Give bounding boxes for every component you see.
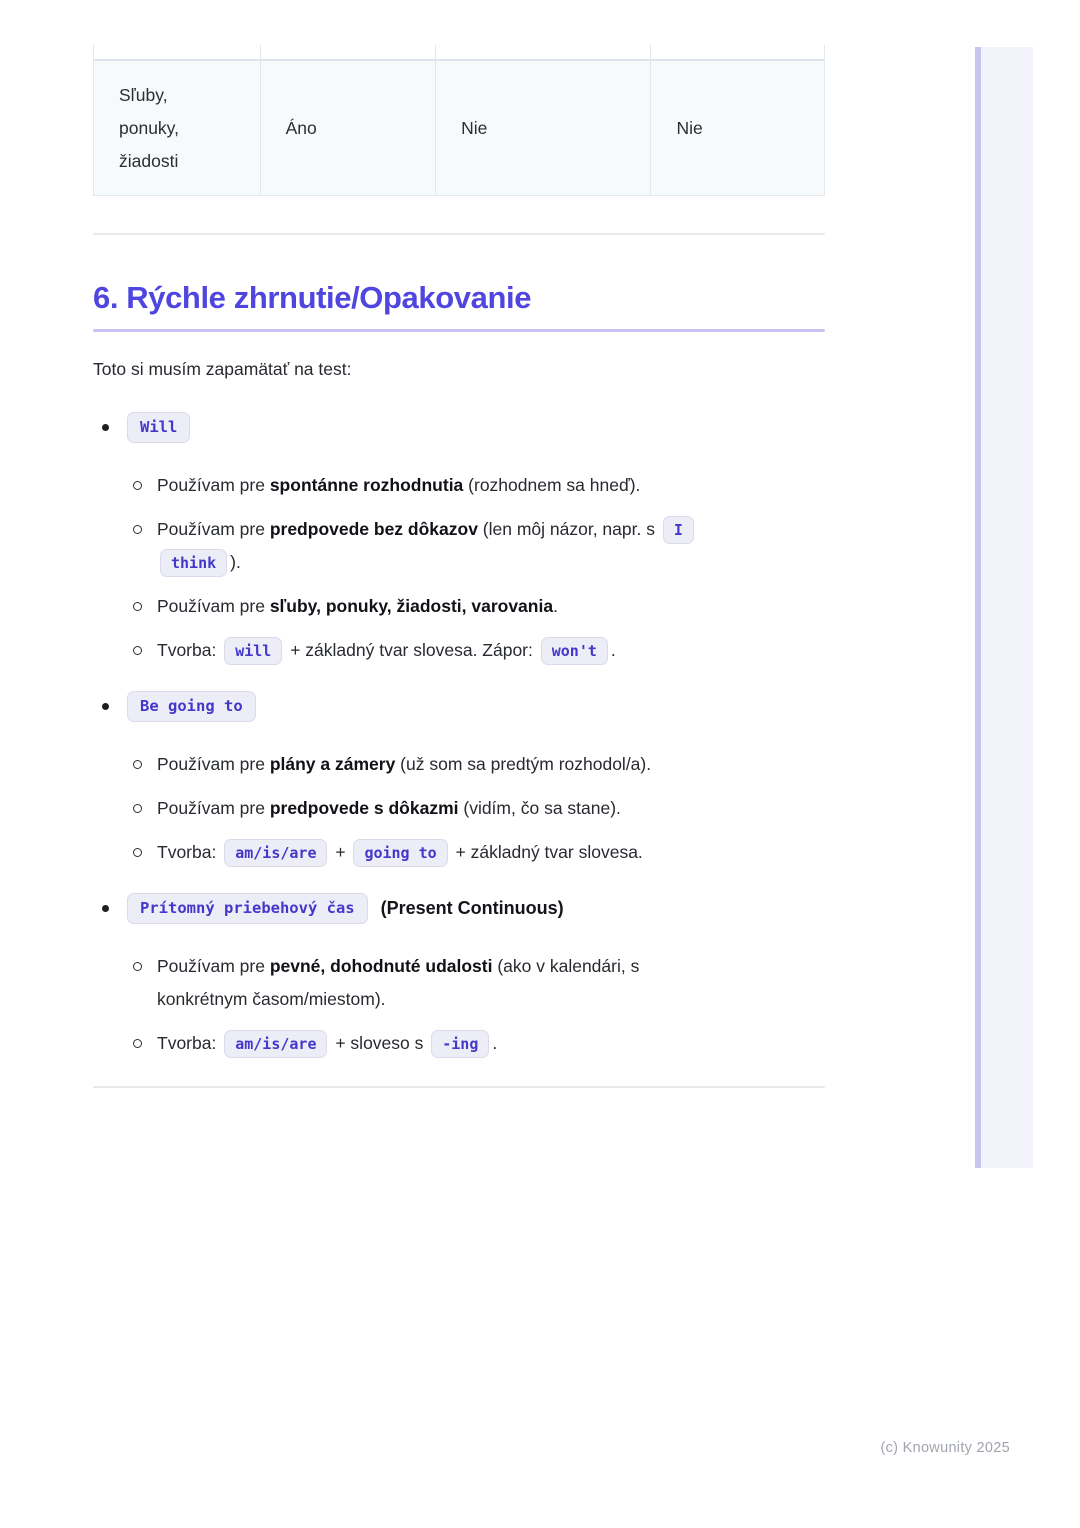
summary-subitem — [93, 836, 825, 869]
summary-subitem — [93, 469, 825, 502]
circle-bullet-icon — [133, 481, 142, 490]
text-run: Používam pre — [157, 955, 270, 976]
summary-subitem — [93, 513, 825, 579]
bottom-divider — [93, 1086, 825, 1088]
intro-text: Toto si musím zapamätať na test: — [93, 358, 352, 379]
text-run: (ako v kalendári, s — [492, 955, 640, 976]
text-run: (vidím, čo sa stane). — [458, 797, 621, 818]
summary-subitem — [93, 1027, 825, 1060]
bullet-icon — [102, 905, 109, 912]
code-badge: I — [663, 516, 694, 544]
text-run: Tvorba: — [157, 639, 222, 660]
summary-subitem — [93, 950, 825, 1016]
table-cell — [94, 45, 261, 59]
bold-text: pevné, dohodnuté udalosti — [269, 955, 493, 976]
topic-code-badge: Will — [127, 412, 190, 443]
code-badge: won't — [541, 637, 608, 665]
table-cell — [261, 45, 437, 59]
heading-underline — [93, 329, 825, 332]
bold-text: spontánne rozhodnutia — [269, 474, 464, 495]
summary-item — [93, 893, 825, 1060]
summary-subitem — [93, 748, 825, 781]
summary-sublist — [93, 469, 825, 667]
topic-code-badge: Be going to — [127, 691, 256, 722]
grammar-table — [93, 45, 825, 196]
page-content — [93, 45, 825, 1088]
code-badge: think — [160, 549, 227, 577]
table-cell: Áno — [261, 61, 437, 195]
summary-item — [93, 691, 825, 869]
text-run: . — [610, 639, 616, 660]
bold-text: plány a zámery — [269, 753, 396, 774]
summary-item-header — [93, 412, 825, 443]
summary-item-header — [93, 893, 825, 924]
summary-subitem — [93, 792, 825, 825]
circle-bullet-icon — [133, 962, 142, 971]
table-cell — [436, 45, 651, 59]
page-edge-panel — [981, 47, 1033, 1168]
text-run: + sloveso s — [330, 1032, 429, 1053]
circle-bullet-icon — [133, 804, 142, 813]
circle-bullet-icon — [133, 525, 142, 534]
code-badge: going to — [353, 839, 447, 867]
summary-sublist — [93, 748, 825, 869]
text-run: Používam pre — [157, 797, 270, 818]
section-divider — [93, 233, 825, 235]
text-run: . — [492, 1032, 498, 1053]
table-cell — [651, 45, 824, 59]
section-heading: 6. Rýchle zhrnutie/Opakovanie — [93, 280, 532, 315]
summary-list — [93, 412, 825, 1060]
text-run: + základný tvar slovesa. Zápor: — [285, 639, 538, 660]
circle-bullet-icon — [133, 646, 142, 655]
code-badge: am/is/are — [224, 1030, 327, 1058]
circle-bullet-icon — [133, 848, 142, 857]
topic-suffix: (Present Continuous) — [380, 897, 564, 918]
bold-text: sľuby, ponuky, žiadosti, varovania — [269, 595, 554, 616]
text-run: + základný tvar slovesa. — [450, 841, 643, 862]
text-run: ). — [230, 551, 241, 572]
code-badge: -ing — [431, 1030, 489, 1058]
bullet-icon — [102, 424, 109, 431]
text-run: Používam pre — [157, 518, 270, 539]
summary-item-header — [93, 691, 825, 722]
code-badge: am/is/are — [224, 839, 327, 867]
summary-sublist — [93, 950, 825, 1060]
text-run: Tvorba: — [157, 1032, 222, 1053]
text-run: Používam pre — [157, 753, 270, 774]
summary-subitem — [93, 590, 825, 623]
table-cell: Nie — [436, 61, 651, 195]
circle-bullet-icon — [133, 602, 142, 611]
bold-text: predpovede bez dôkazov — [269, 518, 478, 539]
summary-item — [93, 412, 825, 667]
bullet-icon — [102, 703, 109, 710]
circle-bullet-icon — [133, 760, 142, 769]
text-run: (už som sa predtým rozhodol/a). — [395, 753, 652, 774]
circle-bullet-icon — [133, 1039, 142, 1048]
text-run: (len môj názor, napr. s — [477, 518, 660, 539]
text-run: Používam pre — [157, 595, 270, 616]
text-run: + — [330, 841, 351, 862]
topic-code-badge: Prítomný priebehový čas — [127, 893, 368, 924]
table-row-partial — [94, 45, 824, 61]
text-run: (rozhodnem sa hneď). — [463, 474, 641, 495]
text-run: Používam pre — [157, 474, 270, 495]
table-cell — [94, 61, 261, 195]
table-row — [94, 61, 824, 195]
copyright-text: (c) Knowunity 2025 — [880, 1440, 1010, 1456]
text-run: Tvorba: — [157, 841, 222, 862]
text-run: konkrétnym časom/miestom). — [157, 988, 386, 1009]
bold-text: predpovede s dôkazmi — [269, 797, 459, 818]
text-run: . — [553, 595, 558, 616]
code-badge: will — [224, 637, 282, 665]
summary-subitem — [93, 634, 825, 667]
table-cell-text: Sľuby, ponuky, žiadosti — [119, 84, 179, 171]
table-cell: Nie — [676, 117, 703, 138]
